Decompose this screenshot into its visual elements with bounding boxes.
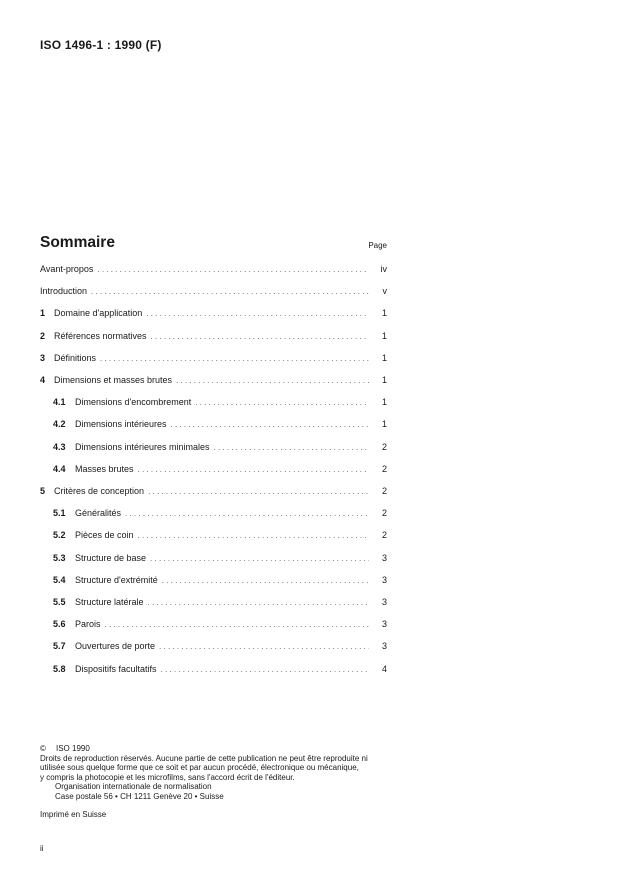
toc-entry-page: 2 [381,441,387,452]
toc-entry-label: Avant-propos [40,264,94,274]
toc-entry [40,528,387,542]
toc-entry [40,662,387,676]
toc-entry-page: 3 [381,597,387,607]
toc-entry-number: 5.2 [53,530,66,541]
dot-leader [146,306,369,321]
toc-entry-page: 2 [381,486,387,496]
toc-entry-page: 3 [381,641,387,652]
toc-entry-label: Critères de conception [54,486,145,496]
toc-entry-page: 1 [381,352,387,363]
toc-entry-label: Dimensions et masses brutes [54,375,173,385]
toc-entry-number: 5.5 [53,597,66,607]
toc-entry-page: 1 [381,308,387,319]
toc-entry-label: Pièces de coin [75,530,134,541]
dot-leader [161,662,369,677]
toc-entry-number: 4.4 [53,463,66,474]
toc-entry-number: 5.4 [53,574,66,585]
toc-entry-number: 5.7 [53,641,66,652]
toc-entry-number: 4.2 [53,419,66,430]
printed-in: Imprimé en Suisse [40,810,107,819]
organization-address: Case postale 56 • CH 1211 Genève 20 • Suisse [55,791,224,801]
toc-entry [40,329,387,343]
toc-entry [40,506,387,520]
dot-leader [148,595,369,610]
copyright-year: ISO 1990 [56,744,90,753]
dot-leader [176,373,369,388]
toc-entry [40,284,387,298]
dot-leader [151,329,369,344]
copyright-symbol: © [40,744,46,753]
toc-entry-label: Structure latérale [75,597,144,607]
toc-entry-page: 1 [381,419,387,430]
toc-entry-label: Introduction [40,286,88,297]
toc-entry-label: Dimensions intérieures [75,419,167,430]
toc-entry-number: 3 [40,352,46,363]
toc-entry-page: 2 [381,463,387,474]
toc-entry-number: 2 [40,330,46,341]
toc-entry [40,595,387,609]
toc-entry-label: Généralités [75,508,122,519]
rights-line-2: utilisée sous quelque forme que ce soit et par aucun procédé, électronique ou mécanique, [40,763,359,772]
toc-entry [40,417,387,431]
toc-entry-label: Parois [75,619,101,630]
toc-entry-page: 1 [381,375,387,385]
toc-entry-label: Dimensions d'encombrement [75,397,192,408]
page-column-label: Page [368,241,387,250]
toc-entry-number: 1 [40,308,46,319]
toc-entry [40,262,387,276]
dot-leader [125,506,369,521]
contents-heading-row [40,234,387,256]
toc-entry-number: 4.1 [53,397,66,408]
dot-leader [138,462,369,477]
organization-name: Organisation internationale de normalisation [55,782,212,791]
toc-entry-label: Domaine d'application [54,308,143,319]
toc-entry-number: 5 [40,486,46,496]
toc-entry [40,462,387,476]
rights-line-1: Droits de reproduction réservés. Aucune partie de cette publication ne peut être reproduite ni [40,753,368,763]
toc-entry-label: Références normatives [54,330,147,341]
toc-entry-page: 2 [381,508,387,519]
dot-leader [195,395,369,410]
toc-entry-page: 1 [381,397,387,408]
dot-leader [214,440,369,455]
toc-entry [40,617,387,631]
dot-leader [150,551,369,566]
toc-entry-label: Structure de base [75,552,147,563]
toc-entry-page: 3 [381,619,387,630]
toc-entry-number: 4.3 [53,441,66,452]
toc-entry-page: iv [380,264,387,274]
toc-entry [40,440,387,454]
dot-leader [105,617,369,632]
page-number: ii [40,844,44,853]
toc-entry-label: Structure d'extrémité [75,574,158,585]
toc-entry-number: 5.1 [53,508,66,519]
toc-entry-label: Dimensions intérieures minimales [75,441,210,452]
toc-entry [40,395,387,409]
dot-leader [171,417,369,432]
dot-leader [162,573,369,588]
dot-leader [91,284,369,299]
toc-entry-label: Définitions [54,352,97,363]
toc-entry-number: 5.3 [53,552,66,563]
toc-entry-label: Dispositifs facultatifs [75,663,157,674]
rights-line-3: y compris la photocopie et les microfilms, sans l'accord écrit de l'éditeur. [40,772,295,782]
toc-entry [40,306,387,320]
document-id: ISO 1496-1 : 1990 (F) [40,38,162,52]
toc-entry-page: v [382,286,387,297]
toc-entry [40,551,387,565]
dot-leader [138,528,369,543]
copyright-line [40,744,390,754]
toc-entry-number: 5.8 [53,663,66,674]
toc-entry-label: Masses brutes [75,463,134,474]
toc-entry-page: 3 [381,574,387,585]
toc-entry [40,484,387,498]
toc-entry [40,573,387,587]
toc-entry-page: 3 [381,552,387,563]
dot-leader [97,262,369,277]
toc-entry-label: Ouvertures de porte [75,641,156,652]
dot-leader [100,351,369,366]
toc-entry [40,639,387,653]
dot-leader [159,639,369,654]
toc-entry-page: 2 [381,530,387,541]
contents-title: Sommaire [40,234,115,251]
toc-entry-page: 4 [381,663,387,674]
copyright-notice [40,744,390,801]
toc-entry [40,373,387,387]
toc-entry-number: 4 [40,375,46,385]
toc-entry-page: 1 [381,330,387,341]
dot-leader [148,484,369,499]
toc-entry [40,351,387,365]
toc-entry-number: 5.6 [53,619,66,630]
